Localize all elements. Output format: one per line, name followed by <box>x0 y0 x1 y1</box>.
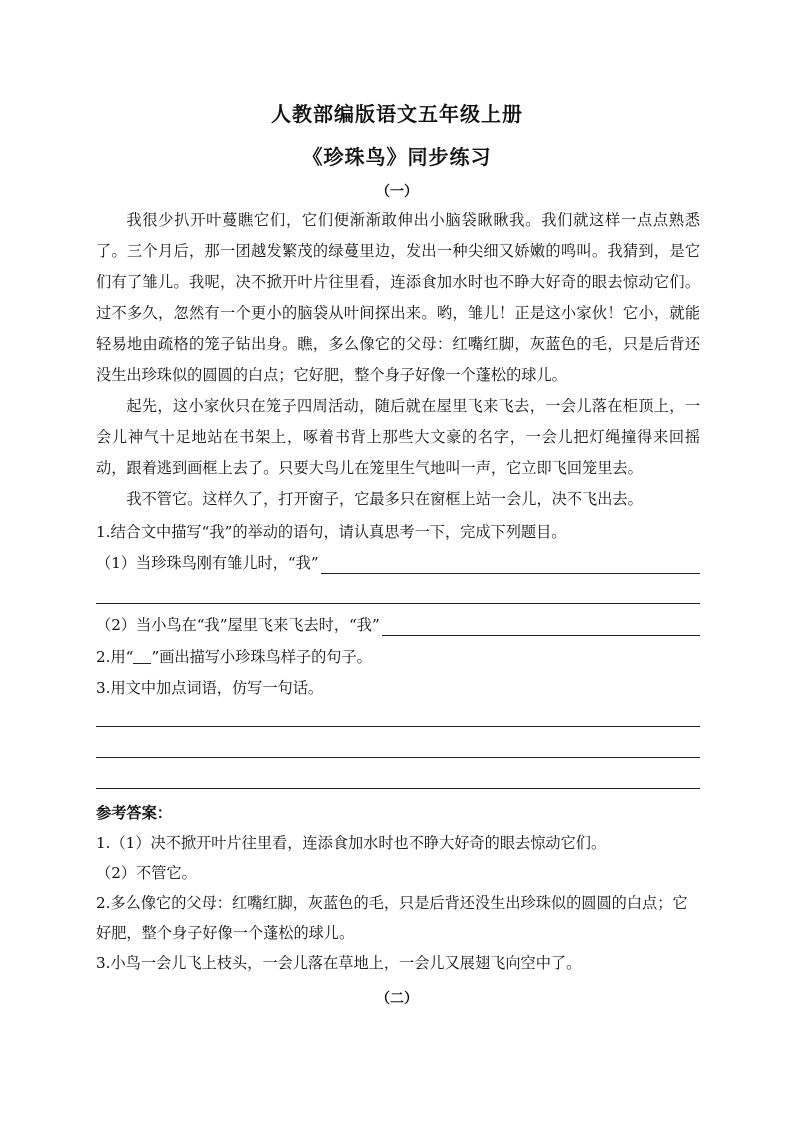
answer-line[interactable] <box>96 788 700 789</box>
question-1-2-label: （2）当小鸟在“我”屋里飞来飞去时，“我” <box>96 616 380 634</box>
question-2-prefix: 2.用“ <box>96 648 134 666</box>
answer-line[interactable] <box>96 726 700 727</box>
answer-line[interactable] <box>96 757 700 758</box>
answer-blank-1-1[interactable] <box>321 556 700 574</box>
document-title: 人教部编版语文五年级上册 <box>271 102 523 126</box>
question-2 <box>96 646 700 668</box>
passage-paragraph: 起先，这小家伙只在笼子四周活动，随后就在屋里飞来飞去，一会儿落在柜顶上，一会儿神气十足地站在书架上，啄着书背上那些大文豪的名字，一会儿把灯绳撞得来回摇动，跟着逃到画框上去了。只要大鸟儿在笼里生气地叫一声，它立即飞回笼里去。 <box>96 397 700 477</box>
question-1-1-row <box>96 552 700 574</box>
underline-mark <box>133 649 151 664</box>
question-2-suffix: ”画出描写小珍珠鸟样子的句子。 <box>151 648 372 666</box>
answer-3: 3.小鸟一会儿飞上枝头，一会儿落在草地上，一会儿又展翅飞向空中了。 <box>96 954 582 972</box>
question-1-2-row <box>96 614 700 636</box>
answer-line[interactable] <box>96 603 700 604</box>
passage-paragraph: 我很少扒开叶蔓瞧它们，它们便渐渐敢伸出小脑袋瞅瞅我。我们就这样一点点熟悉了。三个月后，那一团越发繁茂的绿蔓里边，发出一种尖细又娇嫩的鸣叫。我猜到，是它们有了雏儿。我呢，决不掀开叶片往里看，连添食加水时也不睁大好奇的眼去惊动它们。过不多久，忽然有一个更小的脑袋从叶间探出来。哟，雏儿！正是这小家伙！它小，就能轻易地由疏格的笼子钻出身。瞧，多么像它的父母：红嘴红脚，灰蓝色的毛，只是后背还没生出珍珠似的圆圆的白点；它好肥，整个身子好像一个蓬松的球儿。 <box>96 211 700 384</box>
answer-1-1: 1.（1）决不掀开叶片往里看，连添食加水时也不睁大好奇的眼去惊动它们。 <box>96 834 607 852</box>
answer-1-2: （2）不管它。 <box>96 864 197 882</box>
answer-2: 2.多么像它的父母：红嘴红脚，灰蓝色的毛，只是后背还没生出珍珠似的圆圆的白点；它好肥，整个身子好像一个蓬松的球儿。 <box>96 894 688 942</box>
passage-paragraph: 我不管它。这样久了，打开窗子，它最多只在窗框上站一会儿，决不飞出去。 <box>126 490 643 508</box>
section-label-1: （一） <box>376 184 418 200</box>
question-1-1-label: （1）当珍珠鸟刚有雏儿时，“我” <box>96 554 319 572</box>
passage <box>96 205 700 515</box>
question-3: 3.用文中加点词语，仿写一句话。 <box>96 679 324 697</box>
answer-key <box>96 798 700 978</box>
answer-blank-1-2[interactable] <box>382 618 700 636</box>
section-label-2: （二） <box>376 991 418 1007</box>
question-1: 1.结合文中描写“我”的举动的语句，请认真思考一下，完成下列题目。 <box>96 523 567 541</box>
answer-key-heading: 参考答案： <box>96 804 172 822</box>
lesson-title: 《珍珠鸟》同步练习 <box>302 145 492 169</box>
